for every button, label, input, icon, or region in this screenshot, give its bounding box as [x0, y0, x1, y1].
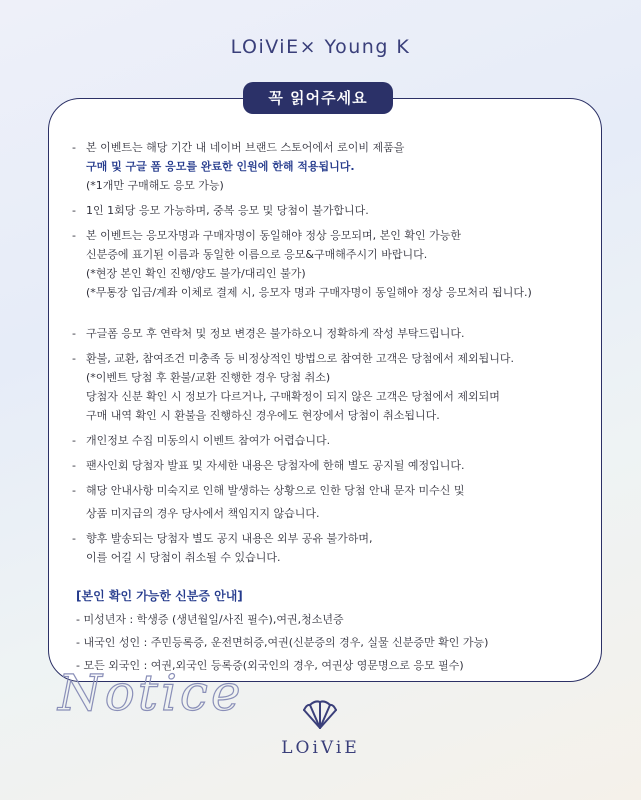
notice-line: (*1개만 구매해도 응모 가능)	[86, 179, 224, 192]
notice-line-highlight: 구매 및 구글 폼 응모를 완료한 인원에 한해 적용됩니다.	[86, 160, 355, 173]
loivie-logo-text: LOiViE	[281, 738, 360, 758]
notice-line: 향후 발송되는 당첨자 별도 공지 내용은 외부 공유 불가하며,	[86, 532, 373, 545]
notice-line: 개인정보 수집 미동의시 이벤트 참여가 어렵습니다.	[86, 434, 331, 447]
id-guide-title: [본인 확인 가능한 신분증 안내]	[76, 589, 243, 603]
notice-line: 구매 내역 확인 시 환불을 진행하신 경우에도 현장에서 당첨이 취소됩니다.	[86, 409, 440, 422]
notice-line: 환불, 교환, 참여조건 미충족 등 비정상적인 방법으로 참여한 고객은 당첨에서 제외됩니다.	[86, 352, 514, 365]
notice-line: 상품 미지급의 경우 당사에서 책임지지 않습니다.	[86, 507, 320, 520]
notice-item-3: - 본 이벤트는 응모자명과 구매자명이 동일해야 정상 응모되며, 본인 확인 가능한 신분증에 표기된 이름과 동일한 이름으로 응모&구매해주시기 바랍니다. (*현장 본인 확인 진행/양도 불가/대리인 불가) (*무통장 입금/계좌 이체로 결제 시, 응모자 명과 구매자명이 동일해야 정상 응모처리 됩니다.)	[64, 226, 584, 302]
notice-line: 이를 어길 시 당첨이 취소될 수 있습니다.	[86, 551, 281, 564]
notice-line: 본 이벤트는 응모자명과 구매자명이 동일해야 정상 응모되며, 본인 확인 가능한	[86, 229, 461, 242]
notice-item-6: - 개인정보 수집 미동의시 이벤트 참여가 어렵습니다.	[64, 431, 584, 450]
notice-item-7: - 팬사인회 당첨자 발표 및 자세한 내용은 당첨자에 한해 별도 공지될 예정입니다.	[64, 456, 584, 475]
id-guide-row: - 내국인 성인 : 주민등록증, 운전면허증,여권(신분증의 경우, 실물 신분증만 확인 가능)	[76, 636, 489, 649]
brand-header: LOiViE× Young K	[230, 36, 411, 58]
notice-line: 구글폼 응모 후 연락처 및 정보 변경은 불가하오니 정확하게 작성 부탁드립니다.	[86, 327, 465, 340]
notice-line: 본 이벤트는 해당 기간 내 네이버 브랜드 스토어에서 로이비 제품을	[86, 141, 405, 154]
id-guide-row: - 미성년자 : 학생증 (생년월일/사진 필수),여권,청소년증	[76, 613, 344, 626]
notice-item-1: - 본 이벤트는 해당 기간 내 네이버 브랜드 스토어에서 로이비 제품을 구매 및 구글 폼 응모를 완료한 인원에 한해 적용됩니다. (*1개만 구매해도 응모 가능)	[64, 138, 584, 195]
notice-item-4: - 구글폼 응모 후 연락처 및 정보 변경은 불가하오니 정확하게 작성 부탁드립니다.	[64, 324, 584, 343]
notice-item-2: - 1인 1회당 응모 가능하며, 중복 응모 및 당첨이 불가합니다.	[64, 201, 584, 220]
notice-item-5: - 환불, 교환, 참여조건 미충족 등 비정상적인 방법으로 참여한 고객은 당첨에서 제외됩니다. (*이벤트 당첨 후 환불/교환 진행한 경우 당첨 취소) 당첨자 신분 확인 시 정보가 다르거나, 구매확정이 되지 않은 고객은 당첨에서 제외되며 구매 내역 확인 시 환불을 진행하신 경우에도 현장에서 당첨이 취소됩니다.	[64, 349, 584, 425]
notice-line: 1인 1회당 응모 가능하며, 중복 응모 및 당첨이 불가합니다.	[86, 204, 369, 217]
id-guide-row: - 모든 외국인 : 여권,외국인 등록증(외국인의 경우, 여권상 영문명으로 응모 필수)	[76, 659, 464, 672]
notice-script-text: Notice	[58, 664, 244, 722]
notice-line: (*현장 본인 확인 진행/양도 불가/대리인 불가)	[86, 267, 306, 280]
notice-line: 해당 안내사항 미숙지로 인해 발생하는 상황으로 인한 당첨 안내 문자 미수신 및	[86, 484, 465, 497]
notice-item-9: - 향후 발송되는 당첨자 별도 공지 내용은 외부 공유 불가하며, 이를 어길 시 당첨이 취소될 수 있습니다.	[64, 529, 584, 567]
notice-line: 신분증에 표기된 이름과 동일한 이름으로 응모&구매해주시기 바랍니다.	[86, 248, 428, 261]
notice-content	[64, 138, 584, 675]
notice-line: 팬사인회 당첨자 발표 및 자세한 내용은 당첨자에 한해 별도 공지될 예정입니다.	[86, 459, 465, 472]
notice-line: 당첨자 신분 확인 시 정보가 다르거나, 구매확정이 되지 않은 고객은 당첨에서 제외되며	[86, 390, 500, 403]
shell-logo-icon	[298, 700, 342, 730]
notice-line: (*무통장 입금/계좌 이체로 결제 시, 응모자 명과 구매자명이 동일해야 정상 응모처리 됩니다.)	[86, 286, 532, 299]
notice-item-8: - 해당 안내사항 미숙지로 인해 발생하는 상황으로 인한 당첨 안내 문자 미수신 및 상품 미지급의 경우 당사에서 책임지지 않습니다.	[64, 481, 584, 523]
notice-title: 꼭 읽어주세요	[243, 82, 393, 114]
notice-line: (*이벤트 당첨 후 환불/교환 진행한 경우 당첨 취소)	[86, 371, 331, 384]
